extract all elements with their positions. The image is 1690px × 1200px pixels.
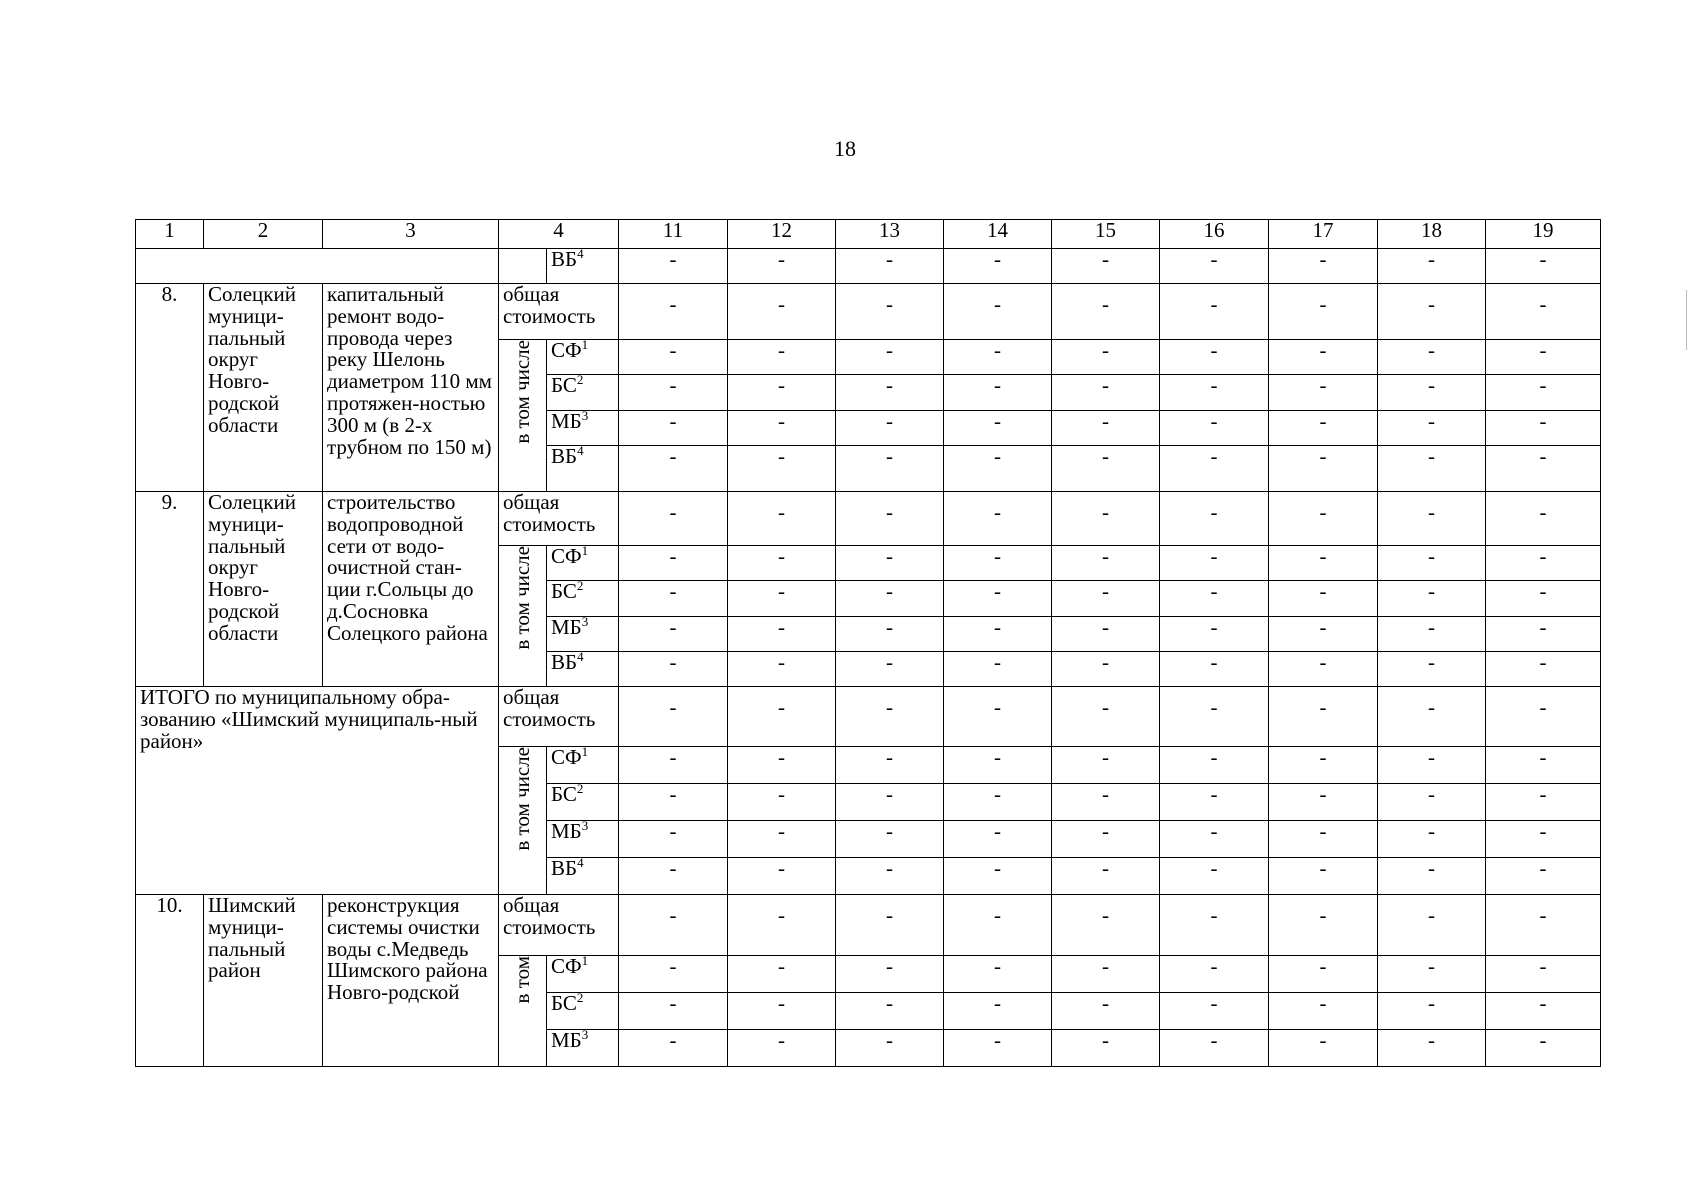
dash-cell: - — [1378, 1030, 1486, 1067]
dash-cell: - — [619, 581, 728, 617]
dash-cell: - — [1378, 895, 1486, 956]
dash-cell: - — [1160, 956, 1269, 993]
dash-cell: - — [728, 284, 836, 340]
object-block-row — [136, 895, 1601, 956]
source-code: СФ — [551, 545, 582, 568]
dash-cell: - — [1052, 858, 1160, 895]
dash-cell: - — [728, 858, 836, 895]
dash-cell: - — [1486, 1030, 1601, 1067]
dash-cell: - — [1269, 284, 1378, 340]
footnote-mark: 1 — [581, 339, 589, 352]
dash-cell: - — [944, 446, 1052, 492]
source-mb — [547, 821, 619, 858]
source-code: СФ — [551, 955, 582, 978]
object-description — [323, 895, 499, 1067]
dash-cell: - — [944, 821, 1052, 858]
dash-cell: - — [1052, 652, 1160, 687]
dash-cell: - — [944, 617, 1052, 652]
dash-cell: - — [1269, 546, 1378, 581]
dash-cell: - — [944, 411, 1052, 446]
object-block-row — [136, 284, 1601, 340]
dash-cell: - — [619, 284, 728, 340]
source-code: МБ — [551, 1029, 582, 1052]
dash-cell: - — [1486, 956, 1601, 993]
dash-cell: - — [836, 956, 944, 993]
dash-cell: - — [944, 1030, 1052, 1067]
source-code: МБ — [551, 410, 582, 433]
footnote-mark: 1 — [581, 746, 589, 759]
carryover-row — [136, 249, 1601, 284]
dash-cell: - — [836, 546, 944, 581]
source-sf — [547, 340, 619, 375]
row-number: 8. — [136, 284, 204, 492]
dash-cell: - — [1486, 895, 1601, 956]
dash-cell: - — [728, 581, 836, 617]
footnote-mark: 4 — [577, 651, 584, 664]
source-code: МБ — [551, 616, 582, 639]
col-header: 3 — [323, 220, 499, 249]
footnote-mark: 4 — [577, 445, 584, 458]
dash-cell: - — [1269, 581, 1378, 617]
dash-cell: - — [1269, 1030, 1378, 1067]
dash-cell: - — [944, 375, 1052, 411]
dash-cell: - — [944, 249, 1052, 284]
general-cost-label: общая стоимость — [499, 895, 619, 956]
general-cost-label: общая стоимость — [499, 492, 619, 546]
dash-cell: - — [728, 546, 836, 581]
dash-cell: - — [1378, 581, 1486, 617]
dash-cell: - — [728, 492, 836, 546]
dash-cell: - — [619, 340, 728, 375]
source-mb — [547, 411, 619, 446]
dash-cell: - — [1378, 340, 1486, 375]
dash-cell: - — [836, 581, 944, 617]
in-that-text: в том числе — [509, 340, 534, 444]
dash-cell: - — [728, 993, 836, 1030]
empty-cell — [499, 249, 547, 284]
dash-cell: - — [1052, 617, 1160, 652]
dash-cell: - — [1378, 617, 1486, 652]
dash-cell: - — [1160, 652, 1269, 687]
dash-cell: - — [1378, 446, 1486, 492]
dash-cell: - — [1052, 895, 1160, 956]
dash-cell: - — [1052, 375, 1160, 411]
dash-cell: - — [619, 652, 728, 687]
dash-cell: - — [836, 784, 944, 821]
dash-cell: - — [728, 249, 836, 284]
source-bs — [547, 784, 619, 821]
source-bs — [547, 375, 619, 411]
general-cost-label: общая стоимость — [499, 687, 619, 747]
col-header: 19 — [1486, 220, 1601, 249]
source-code: СФ — [551, 746, 582, 769]
dash-cell: - — [619, 687, 728, 747]
dash-cell: - — [836, 411, 944, 446]
dash-cell: - — [944, 687, 1052, 747]
dash-cell: - — [1269, 747, 1378, 784]
object-block-row — [136, 492, 1601, 546]
dash-cell: - — [1486, 747, 1601, 784]
dash-cell: - — [1486, 821, 1601, 858]
col-header: 16 — [1160, 220, 1269, 249]
dash-cell: - — [1269, 249, 1378, 284]
municipality-name: Солецкий муници-пальный округ Новго-родской области — [204, 492, 323, 687]
dash-cell: - — [728, 375, 836, 411]
source-code: СФ — [551, 339, 582, 362]
source-code: ВБ — [551, 857, 578, 880]
dash-cell: - — [1269, 411, 1378, 446]
source-sf — [547, 956, 619, 993]
col-header: 15 — [1052, 220, 1160, 249]
scan-mark — [1686, 290, 1687, 350]
dash-cell: - — [1486, 784, 1601, 821]
source-code: БС — [551, 580, 577, 603]
dash-cell: - — [1160, 581, 1269, 617]
dash-cell: - — [1160, 249, 1269, 284]
dash-cell: - — [1160, 687, 1269, 747]
dash-cell: - — [944, 284, 1052, 340]
municipality-name: Шимский муници-пальный район — [204, 895, 323, 1067]
dash-cell: - — [836, 340, 944, 375]
footnote-mark: 3 — [581, 1029, 589, 1042]
dash-cell: - — [836, 446, 944, 492]
dash-cell: - — [1160, 747, 1269, 784]
dash-cell: - — [619, 747, 728, 784]
dash-cell: - — [1486, 492, 1601, 546]
dash-cell: - — [1486, 249, 1601, 284]
dash-cell: - — [1052, 546, 1160, 581]
dash-cell: - — [1052, 687, 1160, 747]
dash-cell: - — [1160, 340, 1269, 375]
dash-cell: - — [1378, 546, 1486, 581]
dash-cell: - — [1052, 956, 1160, 993]
dash-cell: - — [1486, 375, 1601, 411]
dash-cell: - — [944, 784, 1052, 821]
dash-cell: - — [619, 492, 728, 546]
dash-cell: - — [619, 858, 728, 895]
dash-cell: - — [1160, 284, 1269, 340]
dash-cell: - — [1486, 652, 1601, 687]
footnote-mark: 2 — [576, 374, 584, 387]
dash-cell: - — [944, 546, 1052, 581]
dash-cell: - — [1160, 784, 1269, 821]
dash-cell: - — [1378, 375, 1486, 411]
dash-cell: - — [1378, 858, 1486, 895]
object-description: капитальный ремонт водо-провода через реку Шелонь диаметром 110 мм протяжен-ностью 300 м (в 2-х трубном по 150 м) — [323, 284, 499, 492]
dash-cell: - — [619, 617, 728, 652]
source-vb — [547, 446, 619, 492]
dash-cell: - — [1160, 546, 1269, 581]
footnote-mark: 2 — [576, 992, 584, 1005]
dash-cell: - — [1269, 492, 1378, 546]
dash-cell: - — [1052, 581, 1160, 617]
dash-cell: - — [836, 993, 944, 1030]
dash-cell: - — [1378, 492, 1486, 546]
dash-cell: - — [1269, 687, 1378, 747]
dash-cell: - — [836, 858, 944, 895]
source-code: БС — [551, 783, 577, 806]
source-vb — [547, 858, 619, 895]
source-mb — [547, 617, 619, 652]
dash-cell: - — [1486, 687, 1601, 747]
footnote-mark: 3 — [581, 616, 589, 629]
dash-cell: - — [836, 492, 944, 546]
dash-cell: - — [1160, 446, 1269, 492]
col-header: 18 — [1378, 220, 1486, 249]
dash-cell: - — [728, 821, 836, 858]
dash-cell: - — [944, 858, 1052, 895]
source-bs — [547, 993, 619, 1030]
dash-cell: - — [1378, 284, 1486, 340]
dash-cell: - — [1052, 492, 1160, 546]
dash-cell: - — [1269, 784, 1378, 821]
dash-cell: - — [728, 617, 836, 652]
municipality-name: Солецкий муници-пальный округ Новго-родской области — [204, 284, 323, 492]
dash-cell: - — [1486, 340, 1601, 375]
dash-cell: - — [836, 652, 944, 687]
dash-cell: - — [1052, 821, 1160, 858]
dash-cell: - — [836, 249, 944, 284]
dash-cell: - — [1378, 784, 1486, 821]
dash-cell: - — [619, 895, 728, 956]
dash-cell: - — [619, 1030, 728, 1067]
in-that-label — [499, 340, 547, 492]
dash-cell: - — [728, 956, 836, 993]
footnote-mark: 2 — [576, 580, 584, 593]
source-code: БС — [551, 374, 577, 397]
dash-cell: - — [1269, 446, 1378, 492]
dash-cell: - — [1486, 617, 1601, 652]
source-vb: $ВБ^4$ — [547, 249, 619, 284]
dash-cell: - — [728, 446, 836, 492]
source-code: МБ — [551, 820, 582, 843]
col-header: 14 — [944, 220, 1052, 249]
dash-cell: - — [1160, 375, 1269, 411]
col-header: 2 — [204, 220, 323, 249]
dash-cell: - — [728, 340, 836, 375]
dash-cell: - — [1269, 375, 1378, 411]
footnote-mark: 4 — [577, 857, 584, 870]
col-header: 1 — [136, 220, 204, 249]
dash-cell: - — [1269, 340, 1378, 375]
dash-cell: - — [1052, 784, 1160, 821]
row-number: 10. — [136, 895, 204, 1067]
object-description: строительство водопроводной сети от водо-очистной стан-ции г.Сольцы до д.Сосновка Солецкого района — [323, 492, 499, 687]
dash-cell: - — [1052, 249, 1160, 284]
dash-cell: - — [1052, 747, 1160, 784]
dash-cell: - — [619, 821, 728, 858]
dash-cell: - — [1378, 821, 1486, 858]
col-header: 11 — [619, 220, 728, 249]
dash-cell: - — [1269, 821, 1378, 858]
dash-cell: - — [728, 747, 836, 784]
dash-cell: - — [1269, 956, 1378, 993]
dash-cell: - — [1378, 687, 1486, 747]
dash-cell: - — [728, 411, 836, 446]
dash-cell: - — [1378, 652, 1486, 687]
dash-cell: - — [944, 747, 1052, 784]
in-that-label — [499, 546, 547, 687]
footnote-mark: 3 — [581, 410, 589, 423]
source-sf — [547, 747, 619, 784]
dash-cell: - — [619, 375, 728, 411]
dash-cell: - — [944, 956, 1052, 993]
dash-cell: - — [1052, 446, 1160, 492]
footnote-mark: 3 — [581, 820, 589, 833]
in-that-text: в том числе — [509, 546, 534, 650]
column-number-row — [136, 220, 1601, 249]
dash-cell: - — [836, 284, 944, 340]
dash-cell: - — [619, 956, 728, 993]
dash-cell: - — [619, 446, 728, 492]
dash-cell: - — [1269, 652, 1378, 687]
object-block-row — [136, 687, 1601, 747]
dash-cell: - — [1160, 821, 1269, 858]
col-header: 12 — [728, 220, 836, 249]
row-number: 9. — [136, 492, 204, 687]
dash-cell: - — [1378, 747, 1486, 784]
dash-cell: - — [619, 784, 728, 821]
dash-cell: - — [619, 993, 728, 1030]
dash-cell: - — [1269, 993, 1378, 1030]
source-code: БС — [551, 992, 577, 1015]
dash-cell: - — [728, 652, 836, 687]
dash-cell: - — [836, 687, 944, 747]
total-label: ИТОГО по муниципальному обра-зованию «Шимский муниципаль-ный район» — [136, 687, 499, 895]
source-mb — [547, 1030, 619, 1067]
object-description-text: реконструкция системы очистки воды с.Медведь Шимского района Новго-родской — [327, 895, 488, 1005]
dash-cell: - — [944, 492, 1052, 546]
dash-cell: - — [836, 1030, 944, 1067]
dash-cell: - — [1052, 340, 1160, 375]
dash-cell: - — [1486, 993, 1601, 1030]
source-code: ВБ — [551, 445, 578, 468]
dash-cell: - — [1052, 284, 1160, 340]
in-that-label — [499, 747, 547, 895]
dash-cell: - — [1052, 1030, 1160, 1067]
dash-cell: - — [1486, 411, 1601, 446]
dash-cell: - — [619, 249, 728, 284]
source-code: ВБ — [551, 651, 578, 674]
dash-cell: - — [1160, 858, 1269, 895]
footnote-mark: 1 — [581, 545, 589, 558]
general-cost-label: общая стоимость — [499, 284, 619, 340]
dash-cell: - — [1486, 546, 1601, 581]
in-that-label — [499, 956, 547, 1067]
dash-cell: - — [836, 747, 944, 784]
source-sf — [547, 546, 619, 581]
source-vb — [547, 652, 619, 687]
dash-cell: - — [1486, 446, 1601, 492]
dash-cell: - — [1269, 858, 1378, 895]
empty-cell — [136, 249, 499, 284]
dash-cell: - — [1486, 581, 1601, 617]
col-header: 17 — [1269, 220, 1378, 249]
dash-cell: - — [728, 1030, 836, 1067]
col-header: 13 — [836, 220, 944, 249]
col-header: 4 — [499, 220, 619, 249]
dash-cell: - — [1269, 617, 1378, 652]
dash-cell: - — [1160, 895, 1269, 956]
dash-cell: - — [836, 821, 944, 858]
dash-cell: - — [1486, 858, 1601, 895]
dash-cell: - — [619, 546, 728, 581]
dash-cell: - — [728, 895, 836, 956]
dash-cell: - — [1378, 993, 1486, 1030]
dash-cell: - — [1052, 993, 1160, 1030]
footnote-mark: 2 — [576, 783, 584, 796]
page-number: 18 — [834, 136, 856, 161]
source-bs — [547, 581, 619, 617]
dash-cell: - — [728, 687, 836, 747]
dash-cell: - — [1486, 284, 1601, 340]
dash-cell: - — [836, 895, 944, 956]
dash-cell: - — [1269, 895, 1378, 956]
dash-cell: - — [1160, 1030, 1269, 1067]
dash-cell: - — [836, 617, 944, 652]
in-that-text: в том числе — [509, 747, 534, 851]
dash-cell: - — [944, 340, 1052, 375]
dash-cell: - — [1378, 956, 1486, 993]
dash-cell: - — [1378, 411, 1486, 446]
in-that-text: в том — [509, 956, 534, 1004]
dash-cell: - — [1160, 411, 1269, 446]
dash-cell: - — [836, 375, 944, 411]
dash-cell: - — [1160, 617, 1269, 652]
dash-cell: - — [944, 993, 1052, 1030]
dash-cell: - — [944, 652, 1052, 687]
dash-cell: - — [944, 895, 1052, 956]
dash-cell: - — [728, 784, 836, 821]
dash-cell: - — [1160, 492, 1269, 546]
footnote-mark: 1 — [581, 955, 589, 968]
dash-cell: - — [1160, 993, 1269, 1030]
dash-cell: - — [1378, 249, 1486, 284]
dash-cell: - — [619, 411, 728, 446]
dash-cell: - — [944, 581, 1052, 617]
financing-table — [135, 219, 1601, 1067]
dash-cell: - — [1052, 411, 1160, 446]
